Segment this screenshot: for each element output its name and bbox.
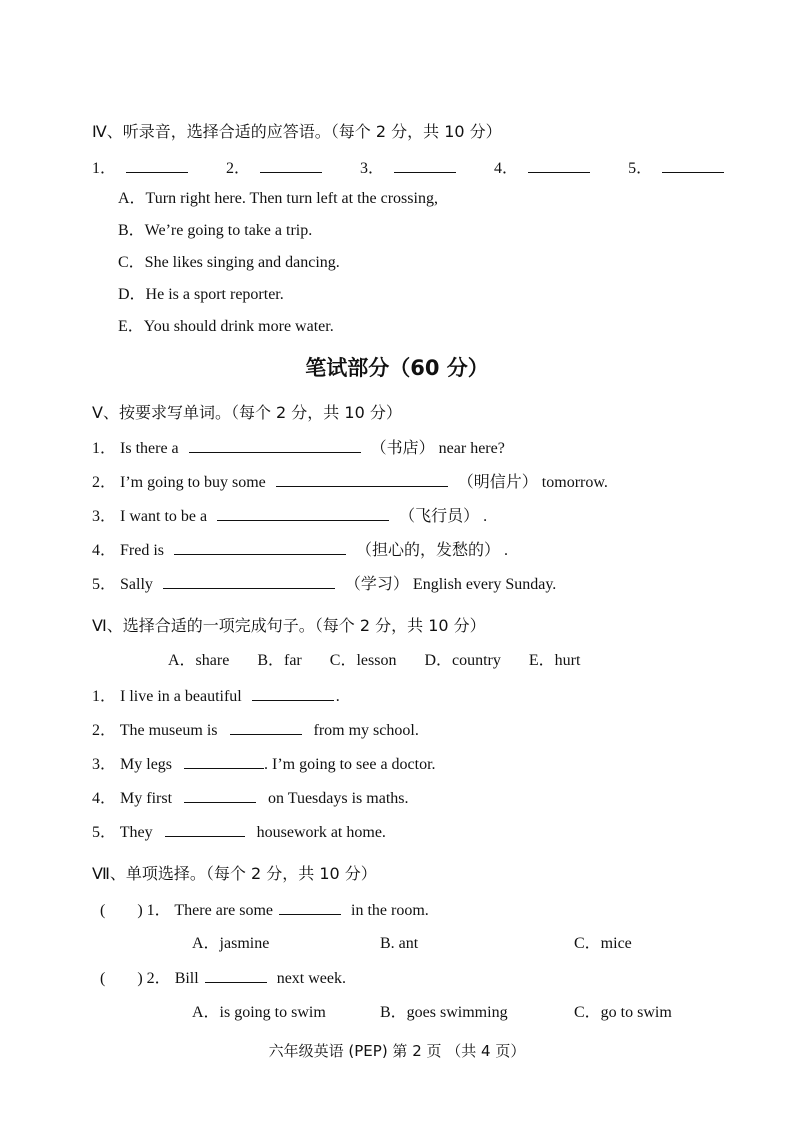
word-choice-e: E．hurt <box>528 652 581 669</box>
item-text-before: They <box>119 824 153 841</box>
section6-word-bank <box>168 651 580 671</box>
item-text-before: My legs <box>120 756 173 773</box>
section5-item-5 <box>92 574 556 595</box>
item-num: 2． <box>92 722 117 739</box>
section5-item-2 <box>92 472 608 493</box>
answer-num-5: 5． <box>628 160 653 177</box>
answer-num-1: 1． <box>92 160 117 177</box>
section4-option-c: C．She likes singing and dancing. <box>118 254 340 271</box>
item-text-after: next week. <box>276 970 347 987</box>
written-part-title: 笔试部分（60 分） <box>305 356 489 380</box>
section6-item-4 <box>92 788 408 809</box>
item-text-after: from my school. <box>313 722 419 739</box>
section7-item-1-option-a: A．jasmine <box>192 935 270 952</box>
word-choice-b: B．far <box>257 652 302 669</box>
fill-blank[interactable] <box>189 438 361 453</box>
section5-item-1 <box>92 438 505 459</box>
section4-option-b: B．We’re going to take a trip. <box>118 222 313 239</box>
item-num: 4． <box>92 542 117 559</box>
item-text-before: I live in a beautiful <box>120 688 242 705</box>
section4-option-a: A．Turn right here. Then turn left at the crossing, <box>118 190 438 207</box>
answer-num-3: 3． <box>360 160 385 177</box>
item-text-before: The museum is <box>119 722 218 739</box>
item-text-after: housework at home. <box>256 824 386 841</box>
item-num: 5． <box>92 576 117 593</box>
item-num: 2． <box>146 970 171 987</box>
item-text-before: My first <box>120 790 173 807</box>
item-text-before: Bill <box>174 970 199 987</box>
item-text-before: There are some <box>174 902 274 919</box>
item-text-before: Sally <box>120 576 153 593</box>
item-text-after: . <box>335 688 340 705</box>
item-text-after: tomorrow. <box>541 474 608 491</box>
section4-option-e: E．You should drink more water. <box>118 318 334 335</box>
fill-blank[interactable] <box>230 720 302 735</box>
word-choice-a: A．share <box>168 652 230 669</box>
fill-blank[interactable] <box>279 900 341 915</box>
fill-blank[interactable] <box>217 506 389 521</box>
item-hint: （担心的，发愁的） <box>356 540 501 559</box>
answer-blank-2[interactable] <box>260 158 322 173</box>
fill-blank[interactable] <box>174 540 346 555</box>
fill-blank[interactable] <box>165 822 245 837</box>
item-text-before: I’m going to buy some <box>120 474 266 491</box>
item-text-before: Fred is <box>120 542 165 559</box>
section7-item-1 <box>100 900 429 921</box>
section6-item-1 <box>92 686 340 707</box>
answer-num-2: 2． <box>226 160 251 177</box>
item-num: 1． <box>92 688 117 705</box>
section6-item-5 <box>92 822 386 843</box>
fill-blank[interactable] <box>184 754 264 769</box>
word-choice-d: D．country <box>424 652 501 669</box>
item-text-after: in the room. <box>351 902 429 919</box>
item-num: 3． <box>92 508 117 525</box>
item-text-after: on Tuesdays is maths. <box>268 790 409 807</box>
section6-title: Ⅵ、选择合适的一项完成句子。（每个 2 分，共 10 分） <box>92 616 486 635</box>
section4-option-d: D．He is a sport reporter. <box>118 286 284 303</box>
fill-blank[interactable] <box>252 686 334 701</box>
section5-item-3 <box>92 506 487 527</box>
section6-item-3 <box>92 754 436 775</box>
item-num: 1． <box>92 440 117 457</box>
fill-blank[interactable] <box>276 472 448 487</box>
item-text-before: I want to be a <box>120 508 208 525</box>
section7-item-2-option-a: A．is going to swim <box>192 1004 326 1021</box>
section5-item-4 <box>92 540 508 561</box>
answer-num-4: 4． <box>494 160 519 177</box>
section5-title: Ⅴ、按要求写单词。（每个 2 分，共 10 分） <box>92 403 402 422</box>
section7-item-1-option-c: C．mice <box>574 935 632 952</box>
fill-blank[interactable] <box>184 788 256 803</box>
section4-title: Ⅳ、听录音，选择合适的应答语。（每个 2 分，共 10 分） <box>92 122 502 141</box>
word-choice-c: C．lesson <box>329 652 397 669</box>
answer-blank-4[interactable] <box>528 158 590 173</box>
item-num: 4． <box>92 790 117 807</box>
fill-blank[interactable] <box>205 968 267 983</box>
item-num: 1． <box>146 902 171 919</box>
item-text-after: near here? <box>438 440 505 457</box>
item-text-after: . I’m going to see a doctor. <box>264 756 436 773</box>
answer-blank-3[interactable] <box>394 158 456 173</box>
item-hint: （学习） <box>344 574 409 593</box>
section7-item-2 <box>100 968 346 989</box>
section7-title: Ⅶ、单项选择。（每个 2 分，共 10 分） <box>92 864 377 883</box>
item-hint: （飞行员） <box>399 506 480 525</box>
page-footer: 六年级英语 (PEP) 第 2 页 （共 4 页） <box>268 1042 526 1060</box>
section6-item-2 <box>92 720 419 741</box>
item-hint: （书店） <box>370 438 435 457</box>
item-text-after: . <box>483 508 488 525</box>
item-text-after: . <box>504 542 509 559</box>
fill-blank[interactable] <box>163 574 335 589</box>
item-text-before: Is there a <box>120 440 179 457</box>
answer-parentheses[interactable]: ( ) <box>100 902 143 919</box>
item-num: 3． <box>92 756 117 773</box>
section7-item-2-option-b: B．goes swimming <box>380 1004 508 1021</box>
section4-answer-row <box>92 158 724 179</box>
answer-blank-5[interactable] <box>662 158 724 173</box>
item-num: 2． <box>92 474 117 491</box>
answer-parentheses[interactable]: ( ) <box>100 970 143 987</box>
answer-blank-1[interactable] <box>126 158 188 173</box>
section7-item-2-option-c: C．go to swim <box>574 1004 672 1021</box>
section7-item-1-option-b: B. ant <box>380 935 419 952</box>
item-num: 5． <box>92 824 117 841</box>
item-hint: （明信片） <box>457 472 538 491</box>
item-text-after: English every Sunday. <box>412 576 557 593</box>
